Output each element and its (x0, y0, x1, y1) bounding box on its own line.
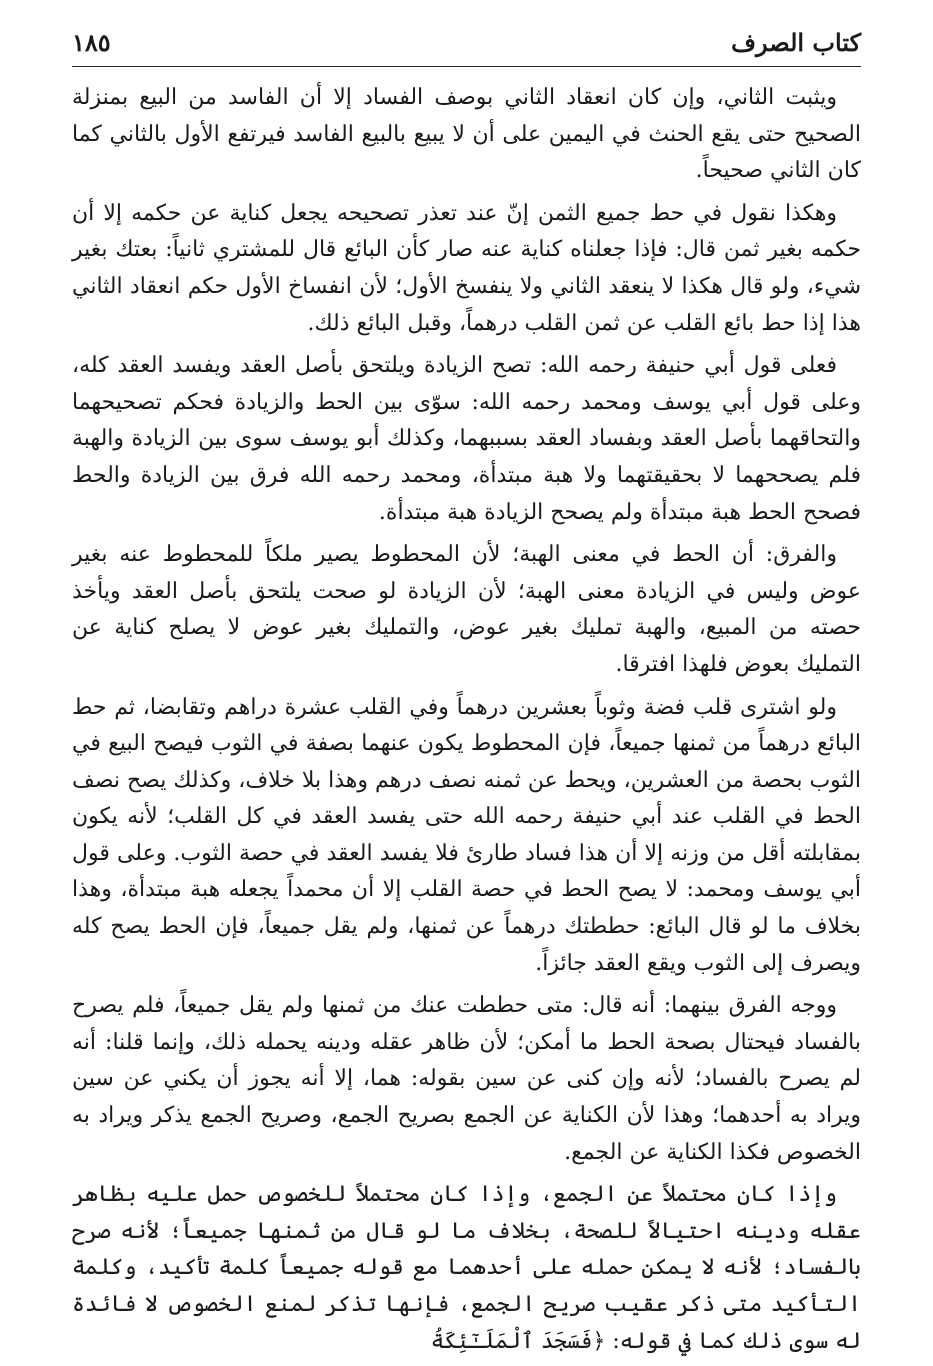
paragraph: ويثبت الثاني، وإن كان انعقاد الثاني بوصف الفساد إلا أن الفاسد من البيع بمنزلة الصحيح حتى يقع الحنث في اليمين على أن لا يبيع بالبيع الفاسد فيرتفع الأول بالثاني كما كان الثاني صحيحاً. (72, 85, 861, 184)
page-number: ١٨٥ (72, 28, 111, 57)
quran-quote: ﴿فَسَجَدَ ٱلْمَلَـٰٓئِكَةُ (430, 1328, 606, 1354)
paragraph-text: وإذا كان محتملاً عن الجمع، وإذا كان محتملاً للخصوص حمل عليه بظاهر عقله ودينه احتيالاً للصحة، بخلاف ما لو قال من ثمنها جميعاً؛ لأنه صرح بالفساد؛ لأنه لا يمكن حمله على أحدهما مع قوله جميعاً كلمة تأكيد، وكلمة التأكيد متى ذكر عقيب صريح الجمع، فإنها تذكر لمنع الخصوص لا فائدة له سوى ذلك كما في قوله: (72, 1182, 861, 1354)
paragraph: وهكذا نقول في حط جميع الثمن إنّ عند تعذر تصحيحه يجعل كناية عن حكمه إلا أن حكمه بغير ثمن قال: فإذا جعلناه كناية عنه صار كأن البائع قال للمشتري ثانياً: بعتك بغير شيء، ولو قال هكذا لا ينعقد الثاني ولا ينفسخ الأول؛ لأن انفساخ الأول حكم انعقاد الثاني هذا إذا حط بائع القلب عن ثمن القلب درهماً، وقبل البائع ذلك. (72, 200, 861, 336)
paragraph: والفرق: أن الحط في معنى الهبة؛ لأن المحطوط يصير ملكاً للمحطوط عنه بغير عوض وليس في الزيادة معنى الهبة؛ لأن الزيادة لو صحت يلتحق بأصل العقد ويأخذ حصته من المبيع، والهبة تمليك بغير عوض، والتمليك بغير عوض لا يصلح كناية عن التمليك بعوض فلهذا افترقا. (72, 542, 861, 677)
paragraph: ولو اشترى قلب فضة وثوباً بعشرين درهماً وفي القلب عشرة دراهم وتقابضا، ثم حط البائع درهماً من ثمنها جميعاً، فإن المحطوط يكون عنهما بصفة في الثوب فيصح البيع في الثوب بحصة من العشرين، ويحط عن ثمنه نصف درهم وهذا بلا خلاف، وكذلك يصح نصف الحط في القلب عند أبي حنيفة رحمه الله حتى يفسد العقد في كل القلب؛ لأنه يكون بمقابلته أقل من وزنه إلا أن هذا فساد طارئ فلا يفسد العقد في حصة الثوب. وعلى قول أبي يوسف ومحمد: لا يصح الحط في حصة القلب إلا أن محمداً يجعله هبة مبتدأة، وهذا بخلاف ما لو قال البائع: حططتك درهماً عن ثمنها، ولم يقل جميعاً، فإن الحط يصح كله ويصرف إلى الثوب ويقع العقد جائزاً. (72, 694, 861, 976)
paragraph: ووجه الفرق بينهما: أنه قال: متى حططت عنك من ثمنها ولم يقل جميعاً، فلم يصرح بالفساد فيحتال بصحة الحط ما أمكن؛ لأن ظاهر عقله ودينه يحمله ذلك، وإنما قلنا: أنه لم يصرح بالفساد؛ لأنه وإن كنى عن سين بقوله: هما، إلا أنه يجوز أن يكني عن سين ويراد به أحدهما؛ وهذا لأن الكناية عن الجمع بصريح الجمع، وصريح الجمع يذكر ويراد به الخصوص فكذا الكناية عن الجمع. (72, 993, 861, 1165)
page-header (72, 22, 861, 67)
body-text (72, 80, 861, 1366)
book-title: كتاب الصرف (731, 28, 861, 57)
paragraph: فعلى قول أبي حنيفة رحمه الله: تصح الزيادة ويلتحق بأصل العقد ويفسد العقد كله، وعلى قول أبي يوسف ومحمد رحمه الله: سوّى بين الحط والزيادة فحكم تصحيحهما والتحاقهما بأصل العقد وبفساد العقد بسببهما، وكذلك أبو يوسف سوى بين الزيادة والهبة فلم يصححهما لا بحقيقتهما ولا هبة مبتدأة، ومحمد رحمه الله فرق بين الزيادة والحط فصحح الحط هبة مبتدأة ولم يصحح الزيادة هبة مبتدأة. (72, 353, 861, 525)
paragraph-last (72, 1177, 861, 1360)
